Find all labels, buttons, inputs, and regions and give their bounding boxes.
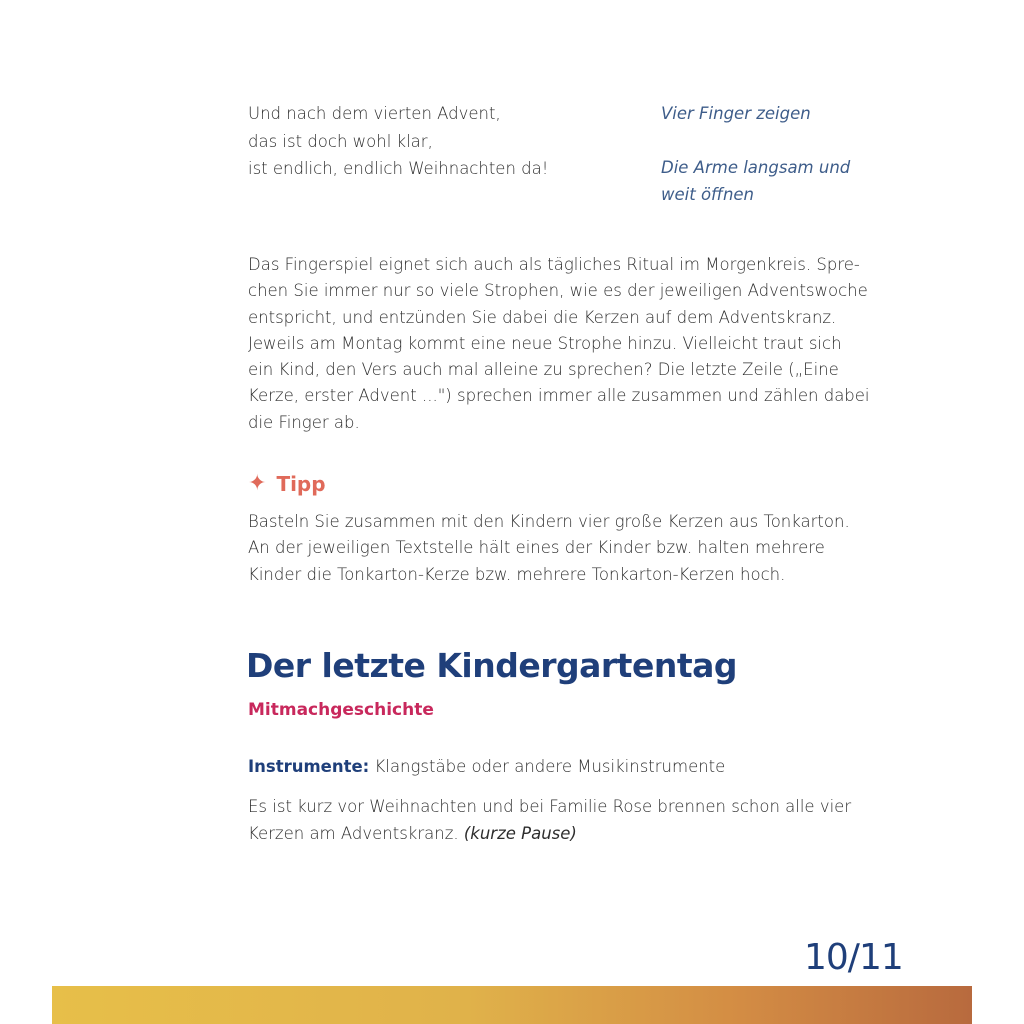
verse-line: das ist doch wohl klar, (248, 131, 433, 151)
tipp-line: An der jeweiligen Textstelle hält eines der Kinder bzw. halten mehrere (248, 538, 825, 558)
tipp-heading (248, 470, 326, 498)
paragraph-line: ein Kind, den Vers auch mal alleine zu sprechen? Die letzte Zeile („Eine (248, 360, 839, 380)
tipp-line: Kinder die Tonkarton-Kerze bzw. mehrere Tonkarton-Kerzen hoch. (248, 564, 786, 584)
paragraph-line: chen Sie immer nur so viele Strophen, wie es der jeweiligen Adventswoche (248, 281, 868, 301)
instruments-line (248, 754, 725, 780)
paragraph-line: Jeweils am Montag kommt eine neue Strophe hinzu. Vielleicht traut sich (248, 333, 842, 353)
verse-line: Und nach dem vierten Advent, (248, 104, 501, 123)
page-number: 10/11 (804, 937, 903, 978)
pause-note: (kurze Pause) (463, 823, 577, 843)
paragraph-line: Kerze, erster Advent ...") sprechen immer alle zusammen und zählen dabei (248, 386, 870, 406)
instruments-value: Klangstäbe oder andere Musikinstrumente (369, 757, 726, 776)
story-line-text: Kerzen am Adventskranz. (248, 823, 464, 843)
spacer (661, 127, 850, 154)
story-line: Es ist kurz vor Weihnachten und bei Familie Rose brennen schon alle vier (248, 797, 852, 816)
gesture-note: weit öffnen (661, 185, 755, 204)
story-title: Der letzte Kindergartentag (246, 646, 737, 685)
footer-band (52, 986, 972, 1024)
tipp-label: Tipp (276, 472, 326, 496)
paragraph-line: entspricht, und entzünden Sie dabei die Kerzen auf dem Adventskranz. (248, 307, 837, 327)
instruments-label: Instrumente: (248, 757, 370, 776)
tipp-line: Basteln Sie zusammen mit den Kindern vier große Kerzen aus Tonkarton. (248, 512, 850, 531)
gesture-note: Vier Finger zeigen (661, 104, 811, 123)
story-subtitle: Mitmachgeschichte (248, 700, 434, 720)
verse-line: ist endlich, endlich Weihnachten da! (248, 159, 549, 178)
verse-lines (248, 100, 548, 183)
paragraph-line: Das Fingerspiel eignet sich auch als tägliches Ritual im Morgenkreis. Spre- (248, 255, 860, 274)
story-text (248, 794, 888, 847)
gesture-notes (661, 100, 850, 208)
paragraph-line: die Finger ab. (248, 412, 360, 432)
ritual-paragraph (248, 252, 888, 436)
star-icon: ✦ (248, 471, 267, 496)
tipp-text (248, 509, 888, 588)
story-line (248, 821, 888, 848)
gesture-note: Die Arme langsam und (661, 158, 851, 177)
